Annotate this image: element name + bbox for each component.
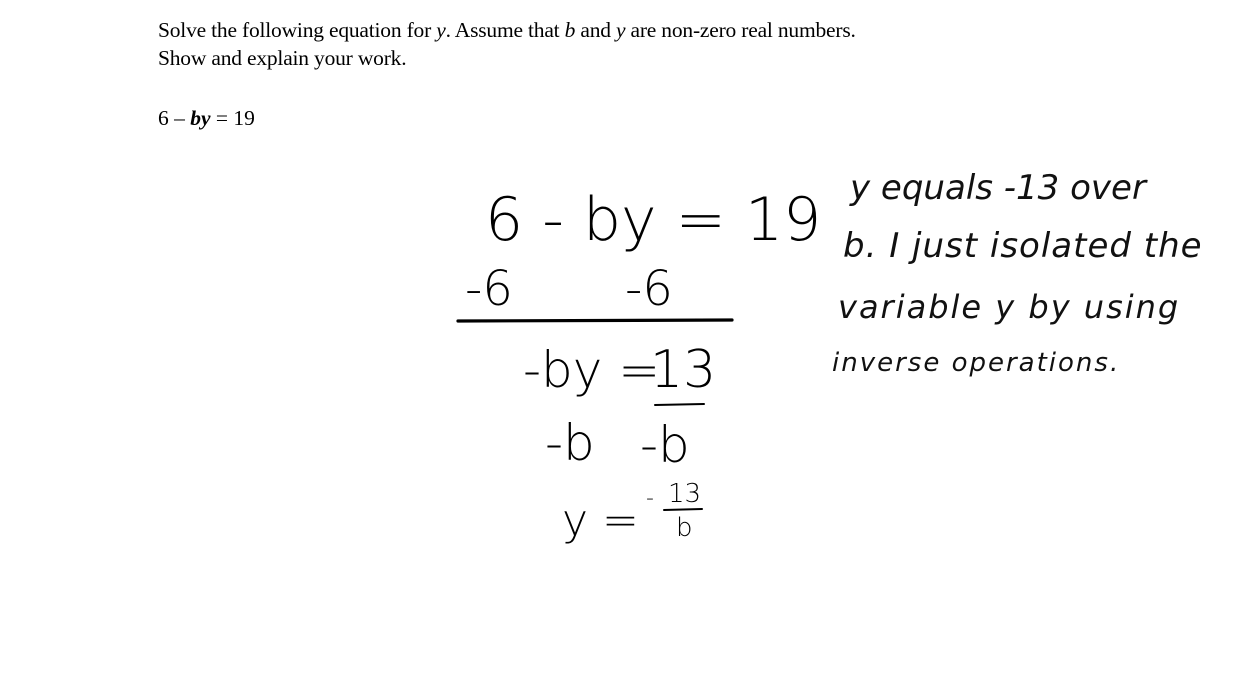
problem-text: are non-zero real numbers. (625, 18, 856, 42)
problem-text: . Assume that (445, 18, 565, 42)
work-step-5-denominator: b (676, 513, 693, 543)
variable-b: b (564, 18, 576, 42)
work-step-5-left: y = (562, 495, 639, 546)
explanation-line-3: variable y by using (838, 288, 1181, 326)
problem-text: Solve the following equation for (158, 18, 437, 42)
problem-line-2: Show and explain your work. (158, 46, 407, 70)
equation-right: = 19 (210, 106, 255, 130)
work-step-5-sign: - (646, 486, 654, 511)
problem-text: and (575, 18, 616, 42)
variable-y: y (615, 18, 626, 42)
work-step-3-left: -by = (523, 341, 661, 399)
work-step-3-right: 13 (650, 340, 717, 400)
work-fraction-bar (655, 404, 704, 405)
equation-variable: by (190, 106, 211, 130)
work-step-2-right: -6 (625, 261, 673, 317)
equation-left: 6 – (158, 106, 191, 130)
work-step-5-fraction-bar (664, 509, 702, 510)
work-step-2-left: -6 (465, 261, 513, 317)
work-step-4-right: -b (640, 416, 690, 474)
variable-y: y (436, 18, 446, 42)
work-step-4-left: -b (545, 414, 595, 472)
work-divider-line (458, 320, 732, 321)
explanation-line-4: inverse operations. (832, 348, 1121, 378)
work-step-5-numerator: 13 (668, 479, 702, 509)
explanation-line-1: y equals -13 over (850, 168, 1146, 208)
explanation-line-2: b. I just isolated the (843, 226, 1203, 266)
work-step-1: 6 - by = 19 (485, 185, 822, 255)
